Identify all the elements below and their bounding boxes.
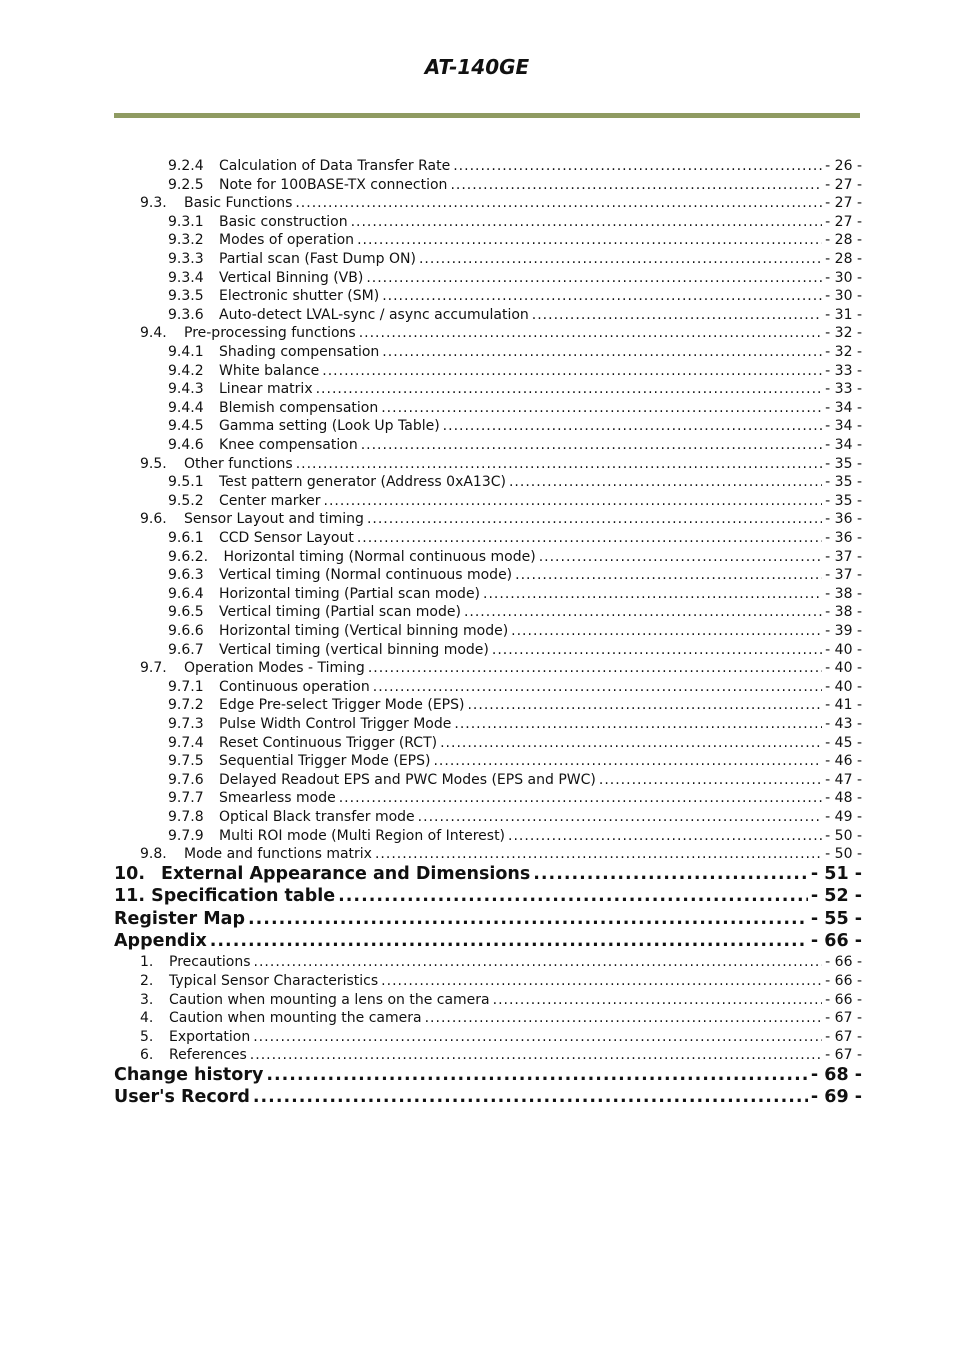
toc-entry-number: 6. — [140, 1047, 154, 1064]
toc-entry-title: White balance — [219, 362, 320, 379]
document-title: AT-140GE — [424, 55, 530, 79]
toc-entry-page: - 40 - — [825, 641, 862, 658]
toc-entry-title: Basic construction — [219, 213, 348, 230]
toc-entry-number: 9.6.5 — [168, 604, 204, 621]
toc-entry-page: - 66 - — [825, 954, 862, 971]
toc-entry[interactable] — [168, 697, 862, 716]
toc-leader-dots — [515, 567, 822, 583]
toc-leader-dots — [533, 864, 808, 884]
toc-entry-number: 9.5.2 — [168, 492, 204, 509]
toc-entry-title: Delayed Readout EPS and PWC Modes (EPS and PWC) — [219, 771, 596, 788]
toc-entry-title: Test pattern generator (Address 0xA13C) — [219, 474, 506, 491]
toc-entry-page: - 37 - — [825, 567, 862, 584]
toc-entry-page: - 41 - — [825, 697, 862, 714]
toc-entry-number: 9.7.2 — [168, 697, 204, 714]
toc-leader-dots — [511, 623, 822, 639]
toc-entry[interactable] — [168, 307, 862, 326]
toc-entry-page: - 51 - — [810, 863, 862, 884]
toc-entry-title: Change history — [114, 1065, 264, 1085]
toc-entry-title: Gamma setting (Look Up Table) — [219, 418, 440, 435]
toc-entry-title: Register Map — [114, 908, 245, 929]
toc-entry-page: - 27 - — [825, 176, 862, 193]
toc-entry-page: - 31 - — [825, 306, 862, 323]
toc-entry-title: Vertical Binning (VB) — [219, 269, 364, 286]
toc-entry-page: - 30 - — [825, 288, 862, 305]
toc-entry-title: Optical Black transfer mode — [219, 809, 415, 825]
toc-leader-dots — [418, 809, 823, 825]
toc-entry-page: - 47 - — [825, 771, 862, 788]
toc-entry-page: - 26 - — [825, 158, 862, 174]
toc-entry[interactable] — [168, 437, 862, 456]
toc-entry-number: 9.7.9 — [168, 827, 204, 844]
toc-entry[interactable] — [168, 418, 862, 437]
toc-entry[interactable] — [168, 716, 862, 735]
toc-entry[interactable] — [168, 790, 862, 809]
toc-entry-number: 9.8. — [140, 846, 167, 863]
toc-entry-number: 9.6.3 — [168, 567, 204, 584]
toc-leader-dots — [539, 549, 822, 565]
toc-entry[interactable] — [140, 660, 862, 679]
toc-entry[interactable] — [168, 530, 862, 549]
toc-entry-title: Sequential Trigger Mode (EPS) — [219, 753, 431, 770]
toc-entry-title: Blemish compensation — [219, 399, 379, 416]
toc-entry[interactable] — [114, 1065, 862, 1087]
toc-entry-title: Mode and functions matrix — [184, 846, 372, 863]
toc-entry[interactable] — [168, 604, 862, 623]
toc-leader-dots — [425, 1010, 823, 1026]
toc-entry-page: - 39 - — [825, 623, 862, 639]
toc-entry-page: - 67 - — [825, 1010, 862, 1027]
toc-entry-number: 1. — [140, 954, 154, 971]
toc-entry-title: Note for 100BASE-TX connection — [219, 176, 448, 193]
toc-leader-dots — [599, 772, 822, 788]
toc-entry[interactable] — [140, 1010, 862, 1029]
toc-entry-page: - 67 - — [825, 1028, 862, 1045]
toc-entry-number: 9.4.5 — [168, 418, 204, 435]
toc-leader-dots — [339, 790, 822, 806]
toc-entry-page: - 32 - — [825, 344, 862, 360]
toc-entry[interactable] — [168, 567, 862, 586]
toc-entry-number: 9.3. — [140, 195, 167, 212]
toc-entry[interactable] — [168, 679, 862, 698]
toc-entry[interactable] — [140, 1029, 862, 1048]
toc-entry-page: - 50 - — [825, 827, 862, 844]
toc-entry-title: Exportation — [169, 1028, 251, 1045]
toc-entry-title: Caution when mounting the camera — [169, 1010, 422, 1027]
toc-entry-page: - 34 - — [825, 418, 862, 435]
toc-leader-dots — [454, 716, 822, 732]
toc-entry[interactable] — [114, 864, 862, 886]
toc-entry-page: - 49 - — [825, 809, 862, 825]
toc-entry-number: 9.3.4 — [168, 269, 204, 286]
toc-entry-page: - 69 - — [810, 1087, 862, 1108]
toc-leader-dots — [433, 753, 822, 769]
toc-leader-dots — [316, 381, 823, 397]
toc-entry-number: 9.3.6 — [168, 306, 204, 323]
toc-entry-number: 9.4.1 — [168, 344, 204, 360]
toc-entry-page: - 37 - — [825, 548, 862, 565]
toc-entry-title: Shading compensation — [219, 344, 380, 360]
toc-entry[interactable] — [114, 931, 862, 953]
toc-entry-number: 9.7.8 — [168, 809, 204, 825]
toc-leader-dots — [322, 363, 822, 379]
toc-entry[interactable] — [168, 158, 862, 177]
toc-entry-number: 9.2.4 — [168, 158, 204, 174]
toc-entry-page: - 48 - — [825, 790, 862, 807]
toc-leader-dots — [359, 325, 822, 341]
toc-entry-title: Continuous operation — [219, 678, 370, 695]
toc-entry-number: 9.7.7 — [168, 790, 204, 807]
toc-leader-dots — [381, 400, 822, 416]
toc-entry-number: 9.6.6 — [168, 623, 204, 639]
toc-leader-dots — [338, 886, 808, 906]
toc-leader-dots — [453, 158, 822, 174]
toc-entry[interactable] — [114, 909, 862, 931]
toc-entry-page: - 36 - — [825, 511, 862, 528]
toc-leader-dots — [467, 697, 822, 713]
toc-leader-dots — [382, 288, 822, 304]
toc-entry-title: References — [169, 1047, 247, 1064]
toc-entry[interactable] — [168, 344, 862, 363]
toc-entry[interactable] — [140, 992, 862, 1011]
toc-entry[interactable] — [168, 474, 862, 493]
toc-entry[interactable] — [168, 623, 862, 642]
toc-entry-title: Auto-detect LVAL-sync / async accumulation — [219, 306, 529, 323]
toc-entry-number: 9.4.6 — [168, 437, 204, 453]
toc-entry-number: 5. — [140, 1028, 154, 1045]
toc-entry-title: Horizontal timing (Vertical binning mode) — [219, 623, 509, 639]
toc-leader-dots — [367, 511, 822, 527]
toc-entry[interactable] — [140, 511, 862, 530]
toc-entry-number: 9.6.2. — [168, 548, 209, 565]
toc-leader-dots — [532, 307, 822, 323]
toc-entry-page: - 27 - — [825, 213, 862, 230]
toc-entry-page: - 38 - — [825, 604, 862, 621]
toc-entry[interactable] — [168, 214, 862, 233]
toc-entry[interactable] — [114, 1087, 862, 1109]
toc-entry-number: 9.7.6 — [168, 771, 204, 788]
toc-entry-title: Smearless mode — [219, 790, 336, 807]
toc-entry-title: Modes of operation — [219, 232, 355, 249]
toc-entry-page: - 46 - — [825, 753, 862, 770]
toc-leader-dots — [509, 474, 822, 490]
toc-entry[interactable] — [168, 493, 862, 512]
toc-entry-number: 9.7.4 — [168, 734, 204, 751]
toc-entry-number: 9.7. — [140, 660, 167, 677]
toc-leader-dots — [492, 642, 822, 658]
toc-leader-dots — [253, 1029, 822, 1045]
toc-entry-title: Basic Functions — [184, 195, 293, 212]
toc-entry-title: Edge Pre-select Trigger Mode (EPS) — [219, 697, 465, 714]
toc-entry-title: External Appearance and Dimensions — [161, 863, 531, 884]
toc-entry[interactable] — [140, 325, 862, 344]
toc-entry[interactable] — [168, 251, 862, 270]
toc-entry-number: 9.4.2 — [168, 362, 204, 379]
toc-entry-number: 9.4. — [140, 325, 167, 342]
toc-entry-page: - 28 - — [825, 232, 862, 249]
toc-entry-number: 9.7.5 — [168, 753, 204, 770]
toc-leader-dots — [357, 232, 822, 248]
toc-leader-dots — [381, 973, 822, 989]
toc-entry-number: 3. — [140, 991, 154, 1008]
toc-entry-number: 9.6.4 — [168, 585, 204, 602]
toc-entry-title: Electronic shutter (SM) — [219, 288, 380, 305]
toc-leader-dots — [443, 418, 823, 434]
toc-entry-page: - 43 - — [825, 716, 862, 732]
toc-entry-page: - 33 - — [825, 362, 862, 379]
toc-entry[interactable] — [140, 195, 862, 214]
toc-entry-title: Knee compensation — [219, 437, 358, 453]
toc-entry-page: - 30 - — [825, 269, 862, 286]
toc-entry-title: User's Record — [114, 1087, 250, 1108]
toc-entry-page: - 67 - — [825, 1047, 862, 1064]
toc-entry[interactable] — [168, 735, 862, 754]
toc-leader-dots — [253, 1087, 808, 1107]
toc-leader-dots — [493, 992, 823, 1008]
toc-leader-dots — [361, 437, 822, 453]
toc-entry-number: 4. — [140, 1010, 154, 1027]
toc-entry[interactable] — [168, 232, 862, 251]
toc-leader-dots — [250, 1047, 822, 1063]
toc-entry-title: Linear matrix — [219, 381, 313, 398]
toc-entry[interactable] — [168, 381, 862, 400]
toc-entry-page: - 35 - — [825, 474, 862, 491]
toc-entry-page: - 35 - — [825, 492, 862, 509]
toc-entry[interactable] — [168, 288, 862, 307]
toc-entry-number: 9.7.3 — [168, 716, 204, 732]
toc-entry-page: - 40 - — [825, 678, 862, 695]
toc-entry[interactable] — [168, 400, 862, 419]
toc-entry-title: 11. Specification table — [114, 886, 336, 907]
toc-entry-page: - 66 - — [825, 991, 862, 1008]
toc-entry-page: - 52 - — [810, 886, 862, 907]
toc-entry-title: Center marker — [219, 492, 321, 509]
toc-entry[interactable] — [168, 828, 862, 847]
toc-entry-page: - 32 - — [825, 325, 862, 342]
toc-entry-page: - 40 - — [825, 660, 862, 677]
toc-entry-number: 9.6.7 — [168, 641, 204, 658]
toc-entry[interactable] — [168, 549, 862, 568]
toc-entry-title: Sensor Layout and timing — [184, 511, 364, 528]
toc-entry-title: Pulse Width Control Trigger Mode — [219, 716, 452, 732]
toc-entry[interactable] — [140, 973, 862, 992]
toc-entry-page: - 33 - — [825, 381, 862, 398]
toc-entry-number: 10. — [114, 863, 146, 884]
toc-entry[interactable] — [168, 772, 862, 791]
toc-leader-dots — [324, 493, 823, 509]
toc-entry-number: 9.4.3 — [168, 381, 204, 398]
toc-entry-number: 9.3.3 — [168, 251, 204, 267]
toc-entry-page: - 27 - — [825, 195, 862, 212]
toc-entry[interactable] — [168, 586, 862, 605]
toc-entry-title: Vertical timing (Partial scan mode) — [219, 604, 461, 621]
toc-leader-dots — [210, 931, 808, 951]
toc-leader-dots — [373, 679, 822, 695]
toc-leader-dots — [366, 270, 822, 286]
toc-entry-page: - 34 - — [825, 399, 862, 416]
toc-entry-page: - 28 - — [825, 251, 862, 267]
toc-leader-dots — [351, 214, 823, 230]
toc-entry-page: - 68 - — [810, 1065, 862, 1085]
toc-entry-number: 9.3.2 — [168, 232, 204, 249]
toc-entry-number: 9.5. — [140, 455, 167, 472]
toc-entry-title: Typical Sensor Characteristics — [169, 973, 379, 989]
toc-entry[interactable] — [168, 809, 862, 828]
toc-entry-page: - 38 - — [825, 585, 862, 602]
toc-entry-number: 9.3.5 — [168, 288, 204, 305]
toc-entry[interactable] — [168, 363, 862, 382]
toc-entry-page: - 66 - — [810, 931, 862, 951]
toc-leader-dots — [508, 828, 822, 844]
toc-entry[interactable] — [168, 270, 862, 289]
toc-entry-number: 9.4.4 — [168, 399, 204, 416]
toc-leader-dots — [296, 456, 822, 472]
toc-leader-dots — [464, 604, 822, 620]
toc-entry[interactable] — [140, 954, 862, 973]
toc-leader-dots — [254, 954, 823, 970]
toc-leader-dots — [375, 846, 822, 862]
toc-entry[interactable] — [168, 753, 862, 772]
toc-entry-title: Other functions — [184, 455, 293, 472]
toc-entry-number: 9.2.5 — [168, 176, 204, 193]
toc-entry[interactable] — [140, 456, 862, 475]
toc-leader-dots — [357, 530, 822, 546]
toc-entry-number: 2. — [140, 973, 154, 989]
toc-entry-title: Precautions — [169, 954, 251, 971]
toc-entry-title: Vertical timing (vertical binning mode) — [219, 641, 489, 658]
toc-entry-title: Partial scan (Fast Dump ON) — [219, 251, 416, 267]
toc-leader-dots — [450, 177, 822, 193]
toc-entry[interactable] — [114, 886, 862, 908]
toc-entry-title: Caution when mounting a lens on the camera — [169, 991, 490, 1008]
toc-entry-title: Horizontal timing (Normal continuous mode) — [219, 548, 536, 565]
header-rule — [114, 113, 860, 118]
toc-entry-title: Operation Modes - Timing — [184, 660, 365, 677]
toc-entry-title: Multi ROI mode (Multi Region of Interest) — [219, 827, 506, 844]
toc-leader-dots — [248, 909, 808, 929]
toc-leader-dots — [440, 735, 822, 751]
toc-entry-number: 9.6.1 — [168, 530, 204, 546]
toc-leader-dots — [368, 660, 822, 676]
toc-entry[interactable] — [168, 177, 862, 196]
toc-entry-title: Reset Continuous Trigger (RCT) — [219, 734, 438, 751]
toc-entry-title: Vertical timing (Normal continuous mode) — [219, 567, 513, 584]
toc-entry-number: 9.5.1 — [168, 474, 204, 491]
toc-entry-page: - 34 - — [825, 437, 862, 453]
toc-entry-page: - 45 - — [825, 734, 862, 751]
toc-leader-dots — [483, 586, 822, 602]
toc-entry-page: - 55 - — [810, 908, 862, 929]
toc-entry[interactable] — [168, 642, 862, 661]
toc-entry-number: 9.6. — [140, 511, 167, 528]
toc-leader-dots — [295, 195, 822, 211]
toc-entry-title: Pre-processing functions — [184, 325, 356, 342]
toc-entry-number: 9.7.1 — [168, 678, 204, 695]
toc-entry-title: CCD Sensor Layout — [219, 530, 354, 546]
toc-entry[interactable] — [140, 846, 862, 865]
toc-entry-page: - 36 - — [825, 530, 862, 546]
toc-entry-number: 9.3.1 — [168, 213, 204, 230]
toc-leader-dots — [419, 251, 822, 267]
toc-leader-dots — [382, 344, 822, 360]
toc-leader-dots — [266, 1065, 808, 1085]
toc-entry[interactable] — [140, 1047, 862, 1066]
toc-entry-page: - 66 - — [825, 973, 862, 989]
toc-entry-title: Calculation of Data Transfer Rate — [219, 158, 451, 174]
toc-entry-title: Horizontal timing (Partial scan mode) — [219, 585, 481, 602]
toc-entry-title: Appendix — [114, 931, 207, 951]
toc-entry-page: - 50 - — [825, 846, 862, 863]
toc-entry-page: - 35 - — [825, 455, 862, 472]
